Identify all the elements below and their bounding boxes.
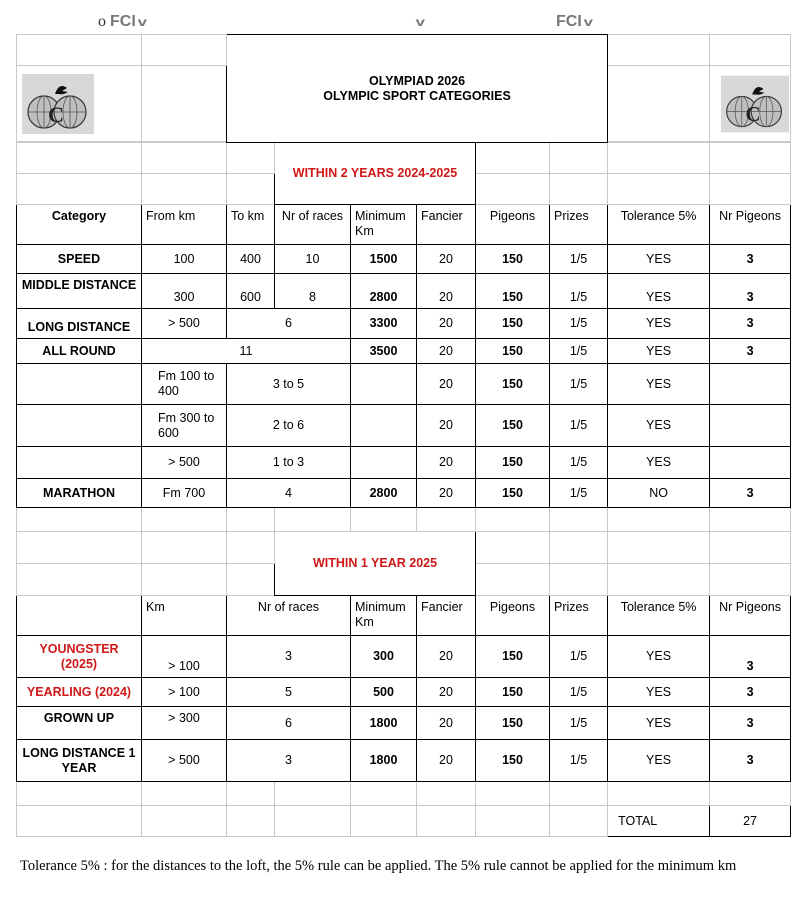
- table-row: MARATHON Fm 700 4 2800 20 150 1/5 NO 3: [17, 479, 791, 508]
- table-row: LONG DISTANCE > 500 6 3300 20 150 1/5 YES 3: [17, 309, 791, 339]
- chevron-down-icon: v: [583, 15, 593, 29]
- left-label: FCI: [110, 13, 136, 30]
- total-row: [17, 806, 791, 837]
- svg-text:C: C: [48, 101, 64, 127]
- fci-dropdown-left[interactable]: [98, 13, 145, 31]
- categories-sheet: [16, 34, 791, 837]
- top-bar: [0, 0, 798, 34]
- table-row: ALL ROUND 11 3500 20 150 1/5 YES 3: [17, 339, 791, 364]
- table-row: MIDDLE DISTANCE 300 600 8 2800 20 150 1/5 YES 3: [17, 274, 791, 309]
- total-label: TOTAL: [608, 806, 710, 837]
- table-row: SPEED 100 400 10 1500 20 150 1/5 YES 3: [17, 245, 791, 274]
- table-row: GROWN UP > 300 6 1800 20 150 1/5 YES 3: [17, 707, 791, 740]
- fci-pigeon-globe-logo-icon: [22, 74, 94, 134]
- left-mark: o: [98, 13, 106, 30]
- section2-heading: WITHIN 1 YEAR 2025: [275, 532, 476, 596]
- total-value: 27: [710, 806, 791, 837]
- table-row: > 500 1 to 3 20 150 1/5 YES: [17, 447, 791, 479]
- chevron-down-icon: v: [415, 15, 426, 29]
- section1-header-row: Category From km To km Nr of races Minimum Km Fancier Pigeons Prizes Tolerance 5% Nr Pigeons: [17, 205, 791, 245]
- svg-text:C: C: [745, 102, 761, 126]
- fci-pigeon-globe-logo-icon: [721, 74, 789, 134]
- section1-heading: WITHIN 2 YEARS 2024-2025: [275, 143, 476, 205]
- table-row: LONG DISTANCE 1 YEAR > 500 3 1800 20 150 1/5 YES 3: [17, 740, 791, 782]
- table-row: YOUNGSTER (2025) > 100 3 300 20 150 1/5 YES 3: [17, 636, 791, 678]
- center-dropdown[interactable]: [414, 13, 424, 31]
- table-row: Fm 100 to 400 3 to 5 20 150 1/5 YES: [17, 364, 791, 405]
- footnote: Tolerance 5% : for the distances to the loft, the 5% rule can be applied. The 5% rule cannot be applied for the minimum km: [20, 858, 737, 874]
- table-row: Fm 300 to 600 2 to 6 20 150 1/5 YES: [17, 405, 791, 447]
- chevron-down-icon: v: [137, 15, 147, 29]
- page-title: OLYMPIAD 2026 OLYMPIC SPORT CATEGORIES: [227, 35, 608, 143]
- logo-left: [17, 66, 142, 142]
- section2-header-row: Km Nr of races Minimum Km Fancier Pigeons Prizes Tolerance 5% Nr Pigeons: [17, 596, 791, 636]
- fci-dropdown-right[interactable]: [556, 13, 591, 31]
- right-label: FCI: [556, 13, 582, 30]
- logo-right: [710, 66, 791, 142]
- table-row: YEARLING (2024) > 100 5 500 20 150 1/5 YES 3: [17, 678, 791, 707]
